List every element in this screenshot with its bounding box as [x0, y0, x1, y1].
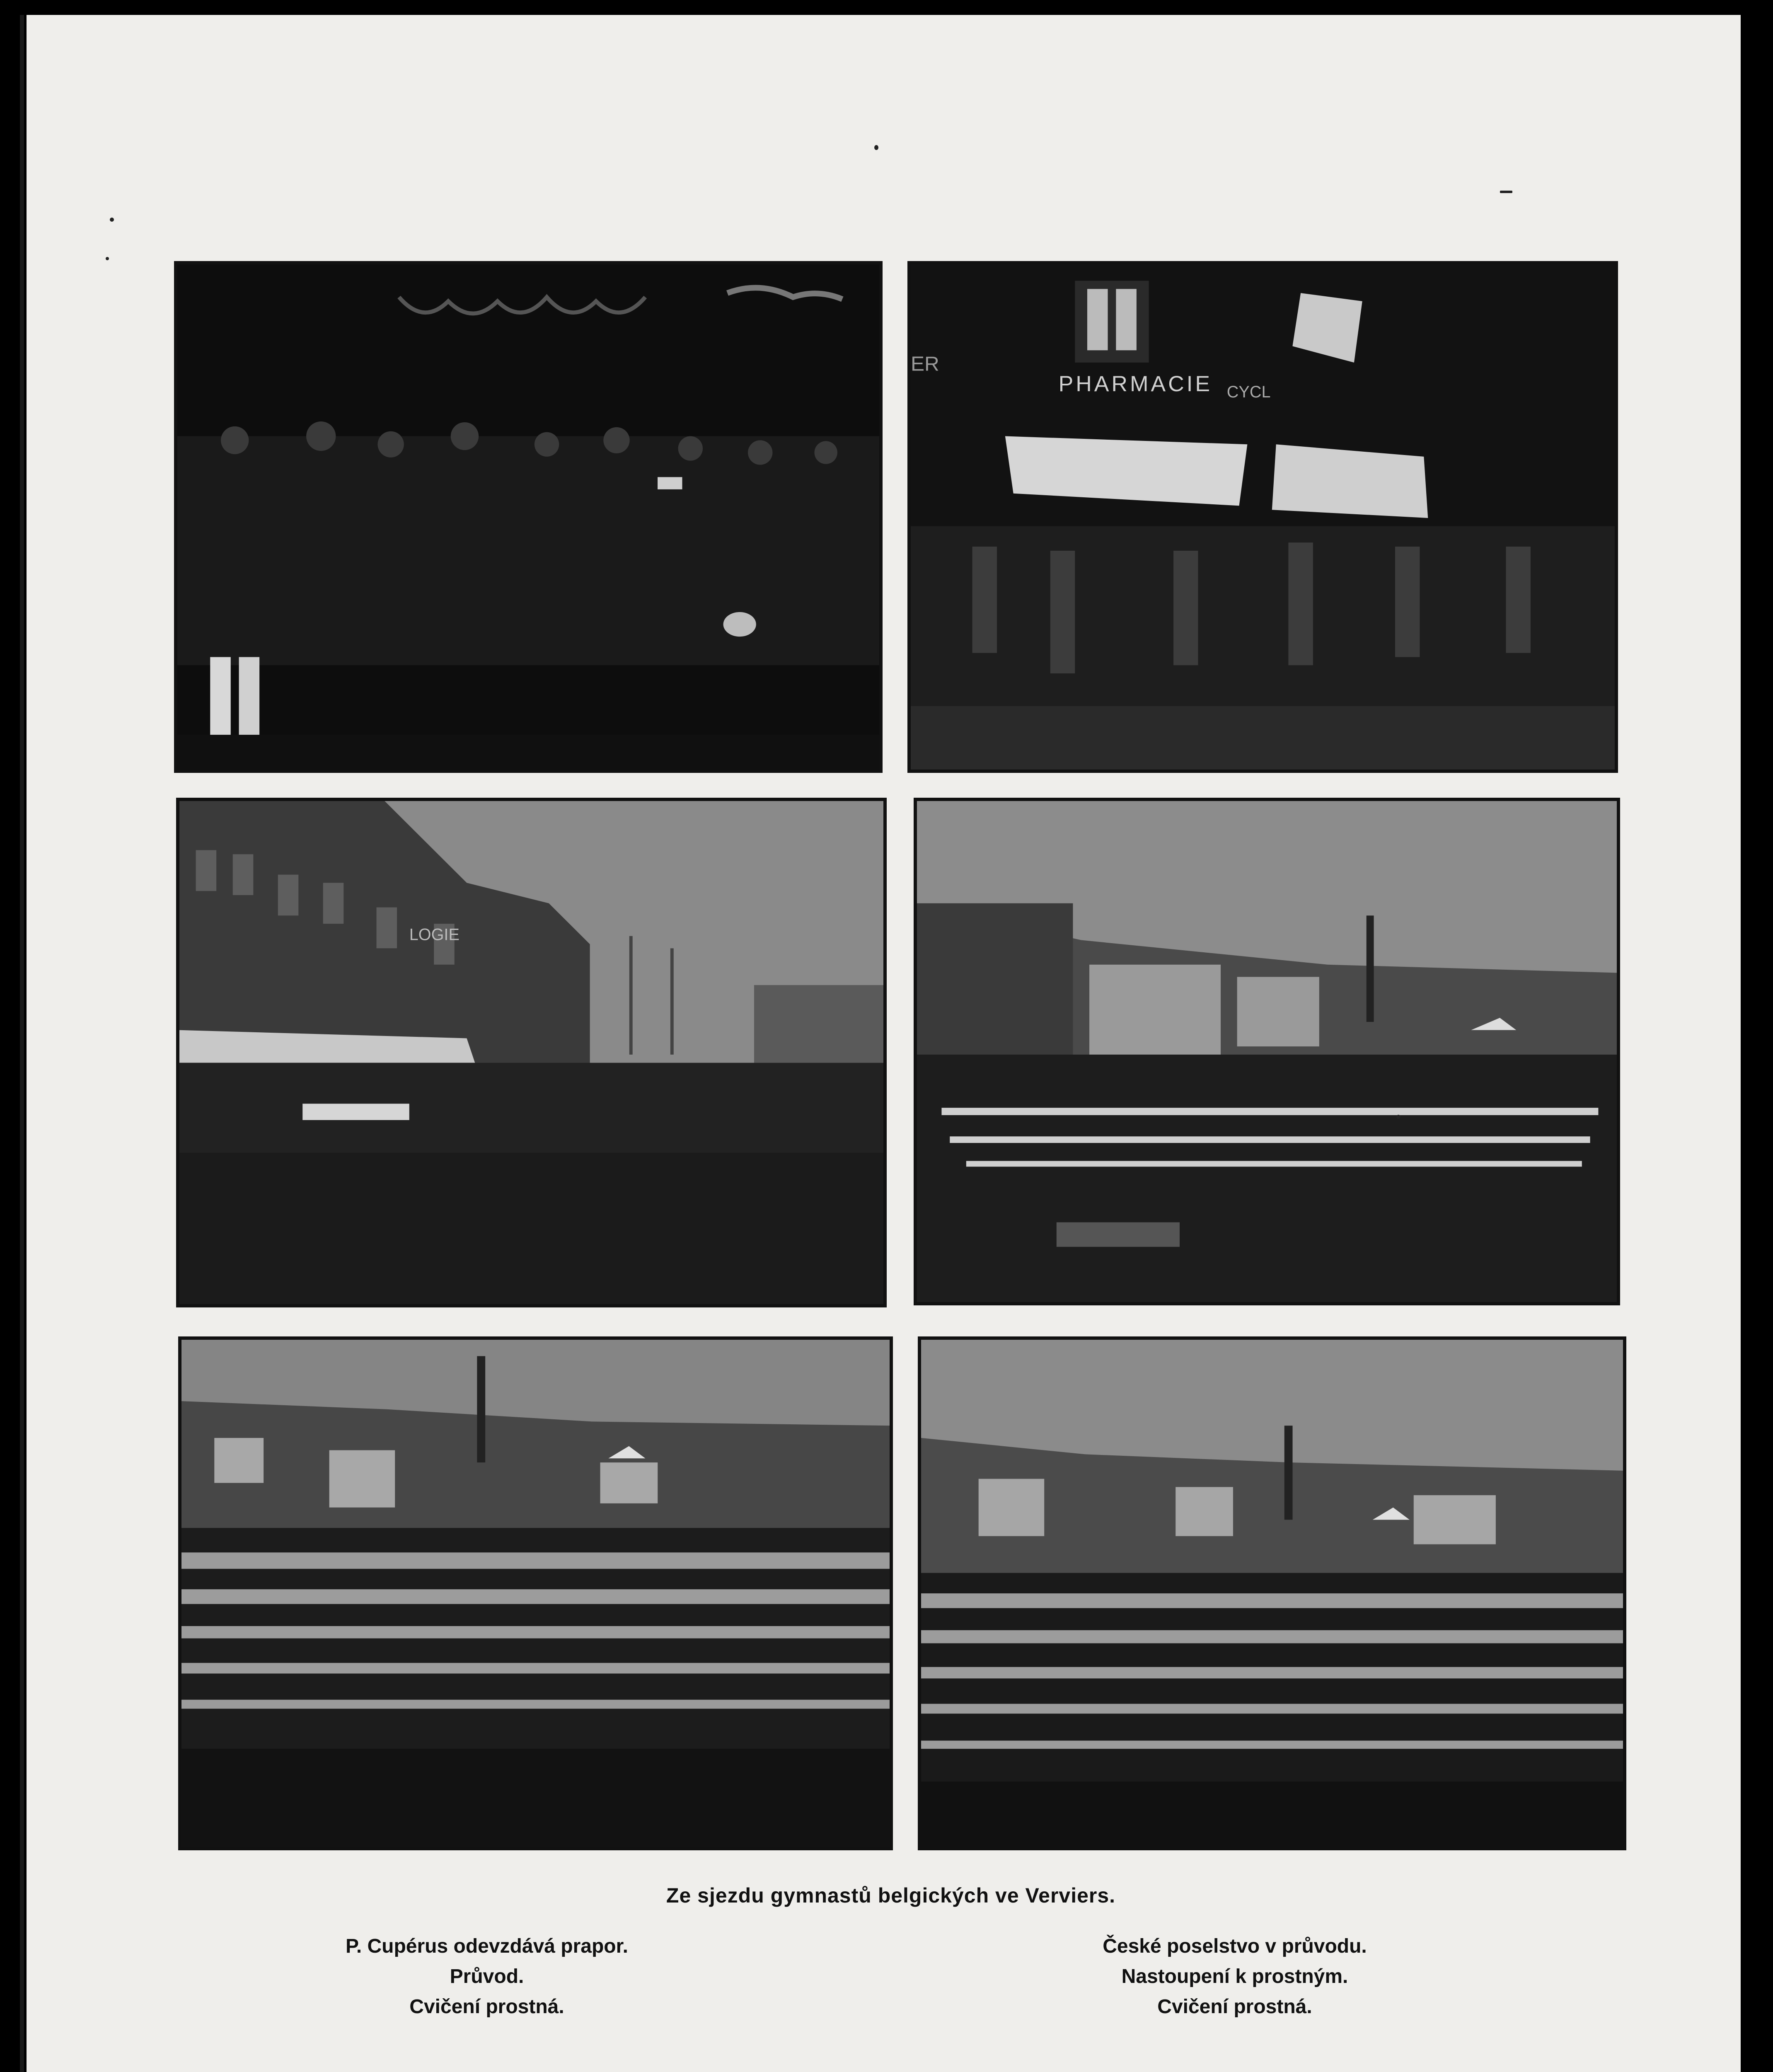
photo-lineup-image	[917, 801, 1617, 1302]
caption-title: Ze sjezdu gymnastů belgických ve Verviers.	[666, 1884, 1116, 1907]
photo-exercises-2-image	[921, 1340, 1623, 1847]
pharmacie-sign: PHARMACIE	[1058, 372, 1213, 396]
caption-right-line-2: Nastoupení k prostným.	[1121, 1965, 1348, 1987]
caption-right-column	[986, 1931, 1483, 2022]
caption-left-line-2: Průvod.	[450, 1965, 524, 1987]
caption-right-line-3: Cvičení prostná.	[1157, 1996, 1312, 2018]
scan-speck	[106, 257, 109, 260]
scan-speck	[110, 218, 114, 222]
store-sign-fragment: ER	[911, 352, 939, 375]
photo-procession	[176, 798, 887, 1307]
photo-cuperus-flag-image	[177, 264, 879, 770]
caption-left-column	[238, 1931, 735, 2022]
cycle-sign: CYCL	[1226, 382, 1271, 401]
photo-procession-image	[179, 801, 883, 1304]
building-sign: LOGIE	[409, 925, 460, 944]
scan-speck	[874, 145, 878, 150]
photo-exercises-1	[178, 1336, 893, 1850]
photo-cuperus-flag	[174, 261, 883, 773]
scan-speck	[1500, 191, 1512, 193]
photo-exercises-2	[918, 1336, 1626, 1850]
binding-edge	[20, 15, 24, 2072]
caption-left-line-3: Cvičení prostná.	[409, 1996, 564, 2018]
scan-speck	[1396, 1115, 1401, 1119]
photo-lineup	[914, 798, 1620, 1305]
photo-czech-delegation-image	[911, 264, 1615, 770]
photo-czech-delegation	[907, 261, 1618, 773]
caption-left-line-1: P. Cupérus odevzdává prapor.	[345, 1935, 628, 1957]
caption-right-line-1: České poselstvo v průvodu.	[1103, 1935, 1367, 1957]
photo-exercises-1-image	[181, 1340, 890, 1847]
